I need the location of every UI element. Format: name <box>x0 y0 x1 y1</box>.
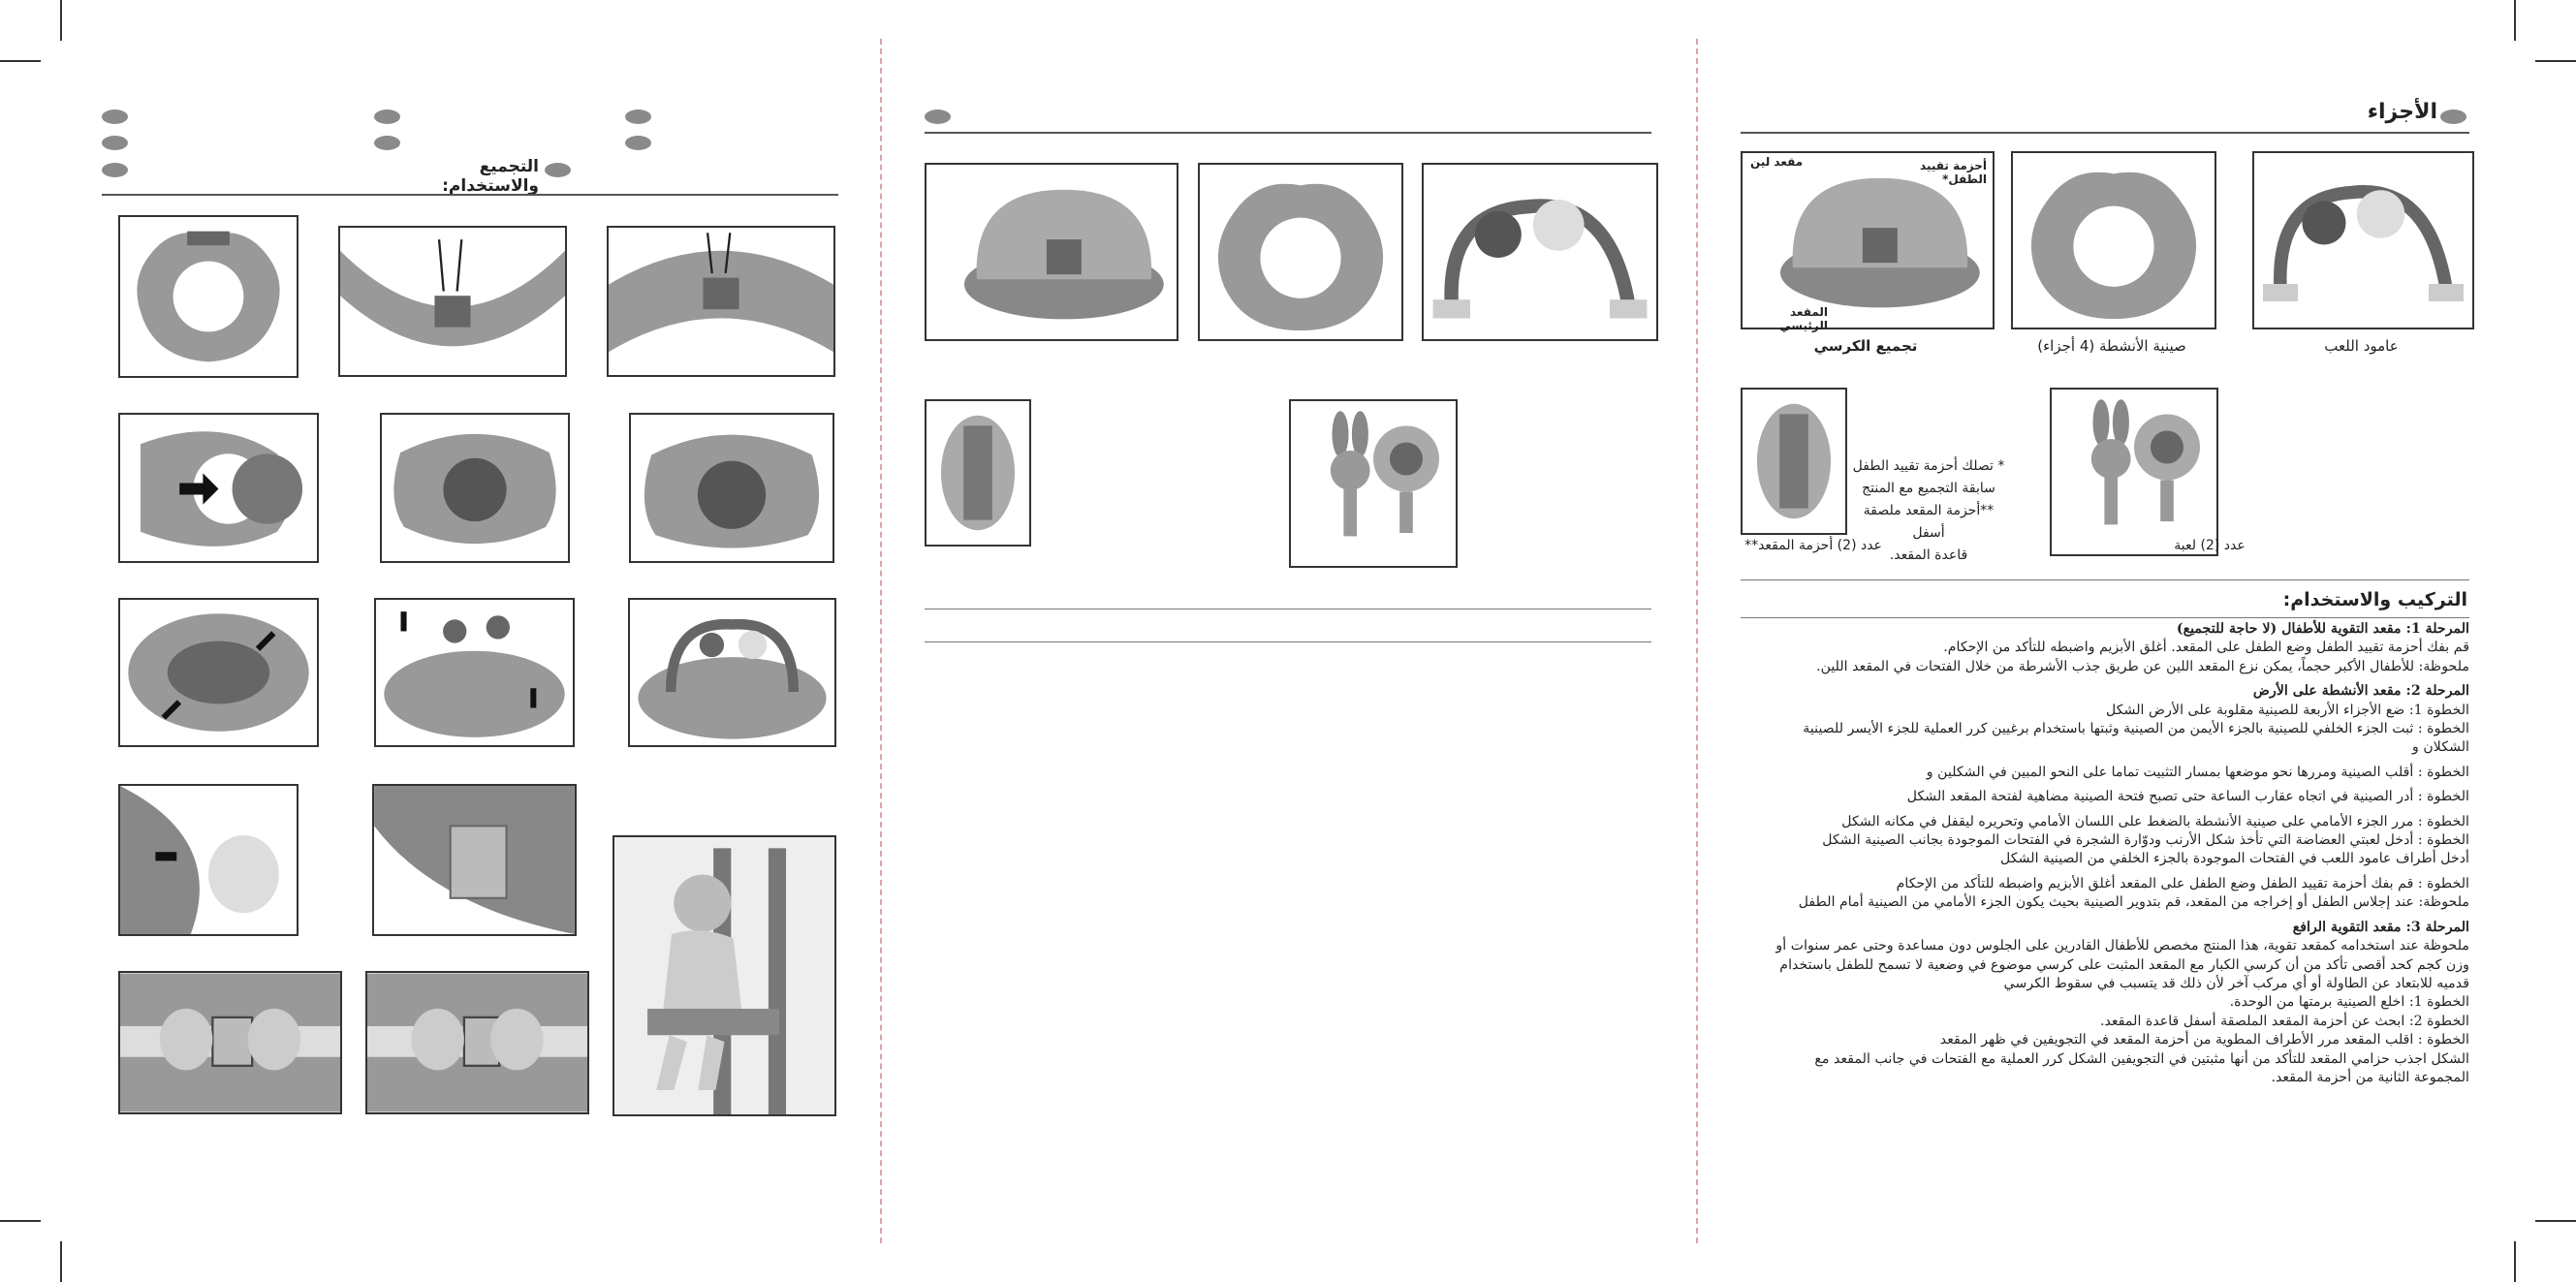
crop-mark <box>2535 1220 2576 1222</box>
instruction-line: الخطوة : أقلب الصينية ومررها نحو موضعها بمسار التثبيت تماما على النحو المبين في الشكلين و <box>1926 764 2469 780</box>
figure-strap-slot <box>118 784 298 936</box>
caption-toy-bar: عامود اللعب <box>2324 337 2399 355</box>
instruction-line: ملحوظة: عند إجلاس الطفل أو إخراجه من المقعد، قم بتدوير الصينية بحيث يكون الجزء الأمامي من الصينية أمام الطفل <box>1798 894 2469 911</box>
instruction-line: وزن كجم كحد أقصى تأكد من أن كرسي الكبار مع المقعد المثبت على كرسي موضوع في وضعية لا تسمح للطفل باستخدام <box>1779 956 2469 973</box>
instruction-line: قم بفك أحزمة تقييد الطفل وضع الطفل على المقعد. أغلق الأبزيم واضبطه للتأكد من الإحكام. <box>1943 640 2469 656</box>
instruction-line: الشكلان و <box>2411 739 2469 756</box>
figure-front-lock <box>118 598 319 747</box>
figure-tray-flip <box>118 413 319 563</box>
caption-toys: عدد (2) لعبة <box>2174 538 2246 553</box>
grey-oval-marker <box>625 136 651 150</box>
figure-tray-on-seat-1 <box>380 413 570 563</box>
instruction-line: الخطوة : مرر الجزء الأمامي على صينية الأنشطة بالضغط على اللسان الأمامي وتحريره ليقفل في مكانه الشكل <box>1841 813 2469 829</box>
figure-toys <box>1289 399 1458 568</box>
grey-oval-marker <box>102 136 128 150</box>
instruction-line: الخطوة : قم بفك أحزمة تقييد الطفل وضع الطفل على المقعد أغلق الأبزيم واضبطه للتأكد من الإحكام <box>1896 875 2469 891</box>
assembly-note-line: سابقة التجميع مع المنتج <box>1862 481 1995 496</box>
figure-toy-bar <box>1422 163 1658 341</box>
instruction-line: الخطوة : اقلب المقعد مرر الأطراف المطوية من أحزمة المقعد في التجويفين في ظهر المقعد <box>1939 1032 2469 1048</box>
section-rule <box>925 132 1651 134</box>
figure-seat-assembly <box>925 163 1178 341</box>
instruction-line: الخطوة 1: ضع الأجزاء الأربعة للصينية مقلوبة على الأرض الشكل <box>2105 702 2469 718</box>
instruction-line: الخطوة 2: ابحث عن أحزمة المقعد الملصقة أسفل قاعدة المقعد. <box>2099 1013 2469 1029</box>
parts-title: الأجزاء <box>2367 100 2437 124</box>
grey-oval-marker <box>625 109 651 124</box>
grey-oval-marker <box>102 109 128 124</box>
instruction-line: الخطوة : أدر الصينية في اتجاه عقارب الساعة حتى تصبح فتحة الصينية مضاهية لفتحة المقعد الشكل <box>1906 789 2469 805</box>
divider <box>1741 579 2469 580</box>
callout-main-seat: المقعد الرئيسي <box>1779 305 1828 332</box>
crop-mark <box>2514 0 2516 41</box>
instruction-line: المرحلة 2: مقعد الأنشطة على الأرض <box>2252 683 2469 700</box>
figure-toy-bar-part <box>2252 151 2474 329</box>
caption-tray: صينية الأنشطة (4 أجزاء) <box>2037 337 2186 355</box>
instruction-line: المجموعة الثانية من أحزمة المقعد. <box>2271 1069 2469 1085</box>
figure-tray-part <box>2011 151 2216 329</box>
figure-toys-part <box>2050 388 2218 556</box>
callout-soft-seat: مقعد لين <box>1750 155 1804 169</box>
figure-toy-bar-insert <box>628 598 836 747</box>
crop-mark <box>0 1220 41 1222</box>
assembly-note-line: **أحزمة المقعد ملصقة أسفل <box>1863 503 1995 541</box>
assembly-note-line: * تصلك أحزمة تقييد الطفل <box>1852 458 2005 474</box>
instruction-line: الخطوة : أدخل لعبتي العضاضة التي تأخذ شكل الأرنب ودوّارة الشجرة في الفتحات الموجودة بجانب الصينية الشكل <box>1822 832 2469 849</box>
figure-activity-tray <box>1198 163 1403 341</box>
crop-mark <box>2514 1241 2516 1282</box>
instruction-line: ملحوظة عند استخدامه كمقعد تقوية، هذا المنتج مخصص للأطفال القادرين على الجلوس دون مساعدة وحتى عمر سنوات أو <box>1775 938 2469 954</box>
assembly-note-line: قاعدة المقعد. <box>1889 547 1968 563</box>
instruction-line: الخطوة : ثبت الجزء الخلفي للصينية بالجزء الأيمن من الصينية وثبتها باستخدام برغيين كرر العملية للجزء الأيسر للصينية <box>1803 721 2469 737</box>
grey-oval-marker <box>374 136 400 150</box>
figure-tray-parts <box>118 215 298 378</box>
caption-seat: تجميع الكرسي <box>1813 337 1918 355</box>
figure-child-on-booster <box>613 835 836 1116</box>
instruction-line: المرحلة 3: مقعد التقوية الرافع <box>2292 919 2469 935</box>
crop-mark <box>2535 60 2576 62</box>
divider <box>925 641 1651 642</box>
grey-oval-marker <box>925 109 951 124</box>
grey-oval-marker <box>2440 109 2466 124</box>
grey-oval-marker <box>102 163 128 177</box>
assembly-title: التجميع والاستخدام: <box>442 157 539 196</box>
figure-tray-joint-1 <box>338 226 567 377</box>
instructions-body <box>1723 620 2469 1087</box>
instruction-line: الخطوة 1: اخلع الصينية برمتها من الوحدة. <box>2229 994 2469 1011</box>
callout-restraint: أحزمة تقييد الطفل* <box>1920 159 1987 186</box>
instruction-line: المرحلة 1: مقعد التقوية للأطفال (لا حاجة للتجميع) <box>2176 621 2469 637</box>
crop-mark <box>60 0 62 41</box>
figure-toys-insert <box>374 598 575 747</box>
crop-mark <box>60 1241 62 1282</box>
fold-line-left <box>880 39 882 1243</box>
figure-buckle-1 <box>118 971 342 1114</box>
divider <box>1741 617 2469 618</box>
section-rule <box>102 194 838 196</box>
instruction-line: قدميه للابتعاد عن الطاولة أو أي مركب آخر لأن ذلك قد يتسبب في سقوط الكرسي <box>2003 975 2469 991</box>
instruction-line: أدخل أطراف عامود اللعب في الفتحات الموجودة بالجزء الخلفي من الصينية الشكل <box>2000 851 2469 867</box>
divider <box>925 609 1651 610</box>
instruction-line: ملحوظة: للأطفال الأكبر حجماً، يمكن نزع المقعد اللين عن طريق جذب الأشرطة من خلال الفتحات في المقعد اللين. <box>1816 658 2469 674</box>
caption-straps: عدد (2) أحزمة المقعد** <box>1744 538 1882 553</box>
figure-seat-straps <box>925 399 1031 547</box>
section-rule <box>1741 132 2469 134</box>
grey-oval-marker <box>545 163 571 177</box>
figure-strap-underside <box>372 784 577 936</box>
figure-seat-straps-part <box>1741 388 1847 535</box>
grey-oval-marker <box>374 109 400 124</box>
figure-tray-on-seat-2 <box>629 413 834 563</box>
figure-buckle-2 <box>365 971 589 1114</box>
fold-line-right <box>1696 39 1698 1243</box>
crop-mark <box>0 60 41 62</box>
instructions-title: التركيب والاستخدام: <box>2282 589 2467 610</box>
figure-tray-joint-2 <box>607 226 835 377</box>
instruction-line: الشكل اجذب حزامي المقعد للتأكد من أنها مثبتين في التجويفين الشكل كرر العملية مع الفتحات في جانب المقعد مع <box>1814 1050 2469 1067</box>
